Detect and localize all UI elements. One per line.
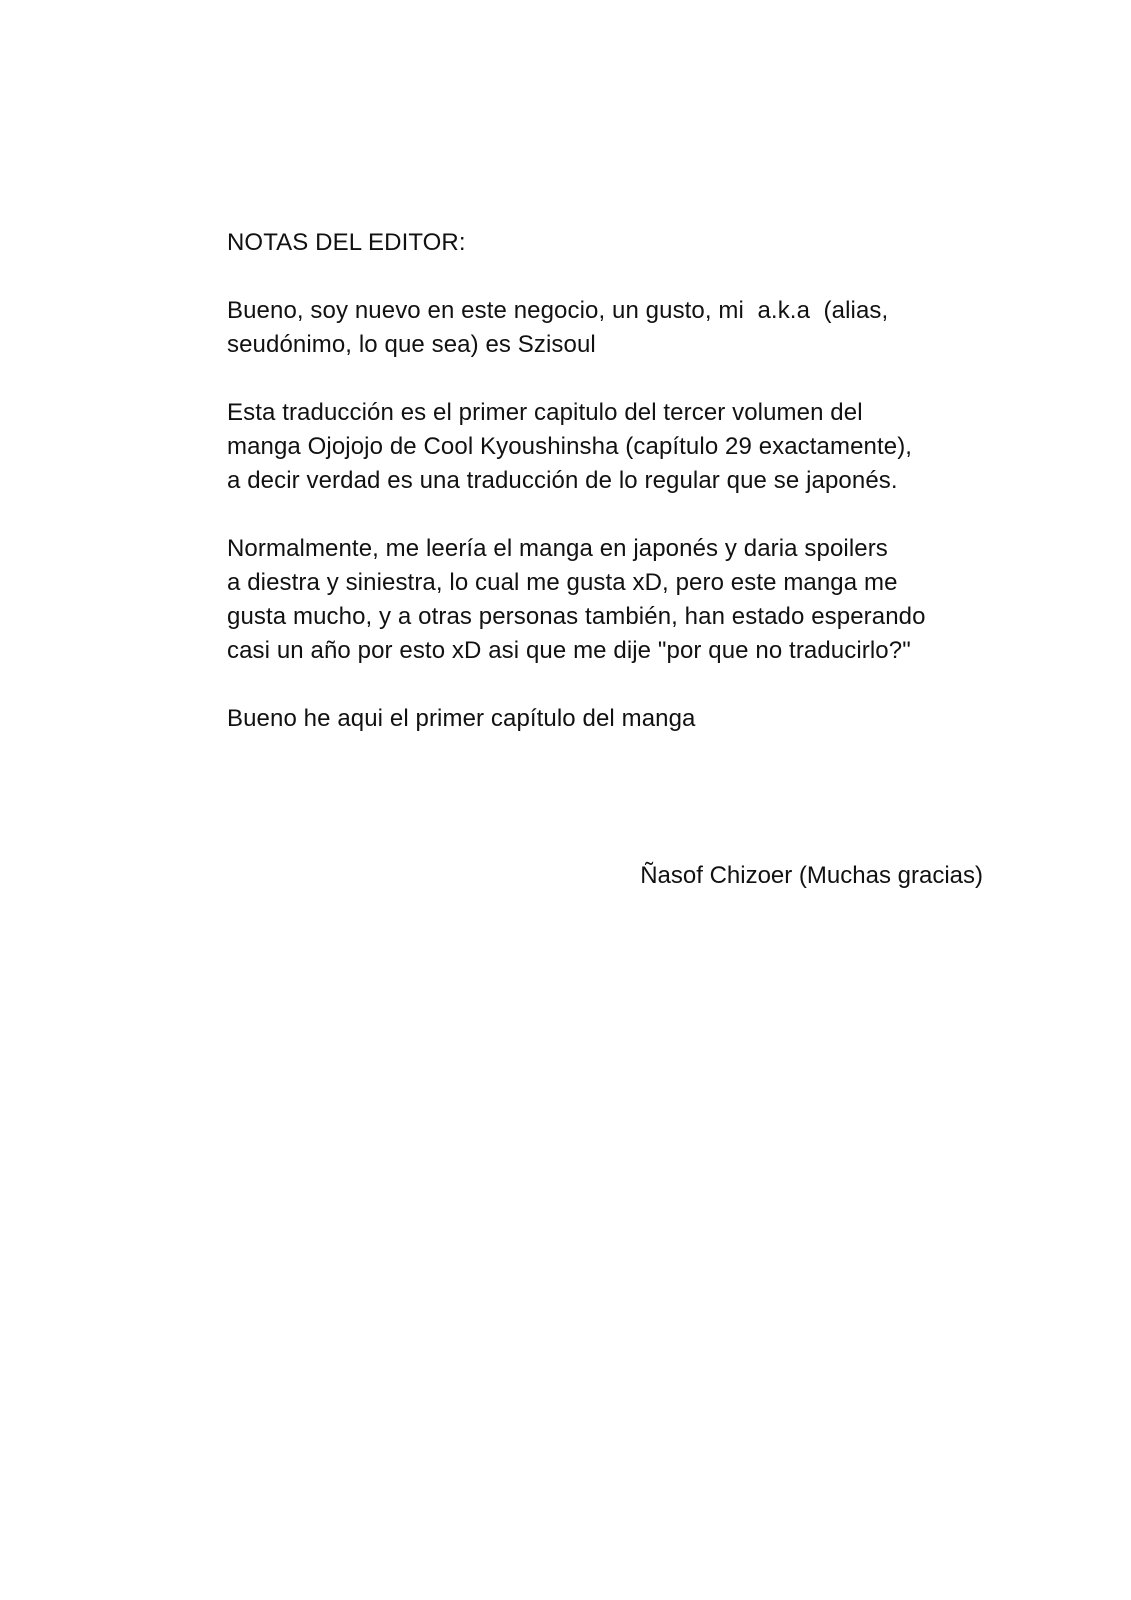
signature: Ñasof Chizoer (Muchas gracias) bbox=[640, 862, 983, 889]
paragraph-closing bbox=[227, 702, 987, 736]
paragraph-line: Normalmente, me leería el manga en japonés y daria spoilers bbox=[227, 535, 888, 562]
editor-notes bbox=[227, 226, 987, 736]
paragraph-line: casi un año por esto xD asi que me dije "por que no traducirlo?" bbox=[227, 637, 911, 664]
paragraph-line: Bueno, soy nuevo en este negocio, un gusto, mi a.k.a (alias, bbox=[227, 297, 889, 324]
paragraph-line: gusta mucho, y a otras personas también, han estado esperando bbox=[227, 603, 926, 630]
paragraph-line: seudónimo, lo que sea) es Szisoul bbox=[227, 331, 596, 358]
paragraph-line: a decir verdad es una traducción de lo regular que se japonés. bbox=[227, 467, 898, 494]
paragraph-intro bbox=[227, 294, 987, 362]
page-title: NOTAS DEL EDITOR: bbox=[227, 229, 466, 256]
paragraph-line: Bueno he aqui el primer capítulo del manga bbox=[227, 705, 696, 732]
paragraph-line: manga Ojojojo de Cool Kyoushinsha (capítulo 29 exactamente), bbox=[227, 433, 913, 460]
paragraph-line: a diestra y siniestra, lo cual me gusta xD, pero este manga me bbox=[227, 569, 898, 596]
paragraph-translation-info bbox=[227, 396, 987, 498]
paragraph-line: Esta traducción es el primer capitulo del tercer volumen del bbox=[227, 399, 863, 426]
paragraph-motivation bbox=[227, 532, 987, 668]
